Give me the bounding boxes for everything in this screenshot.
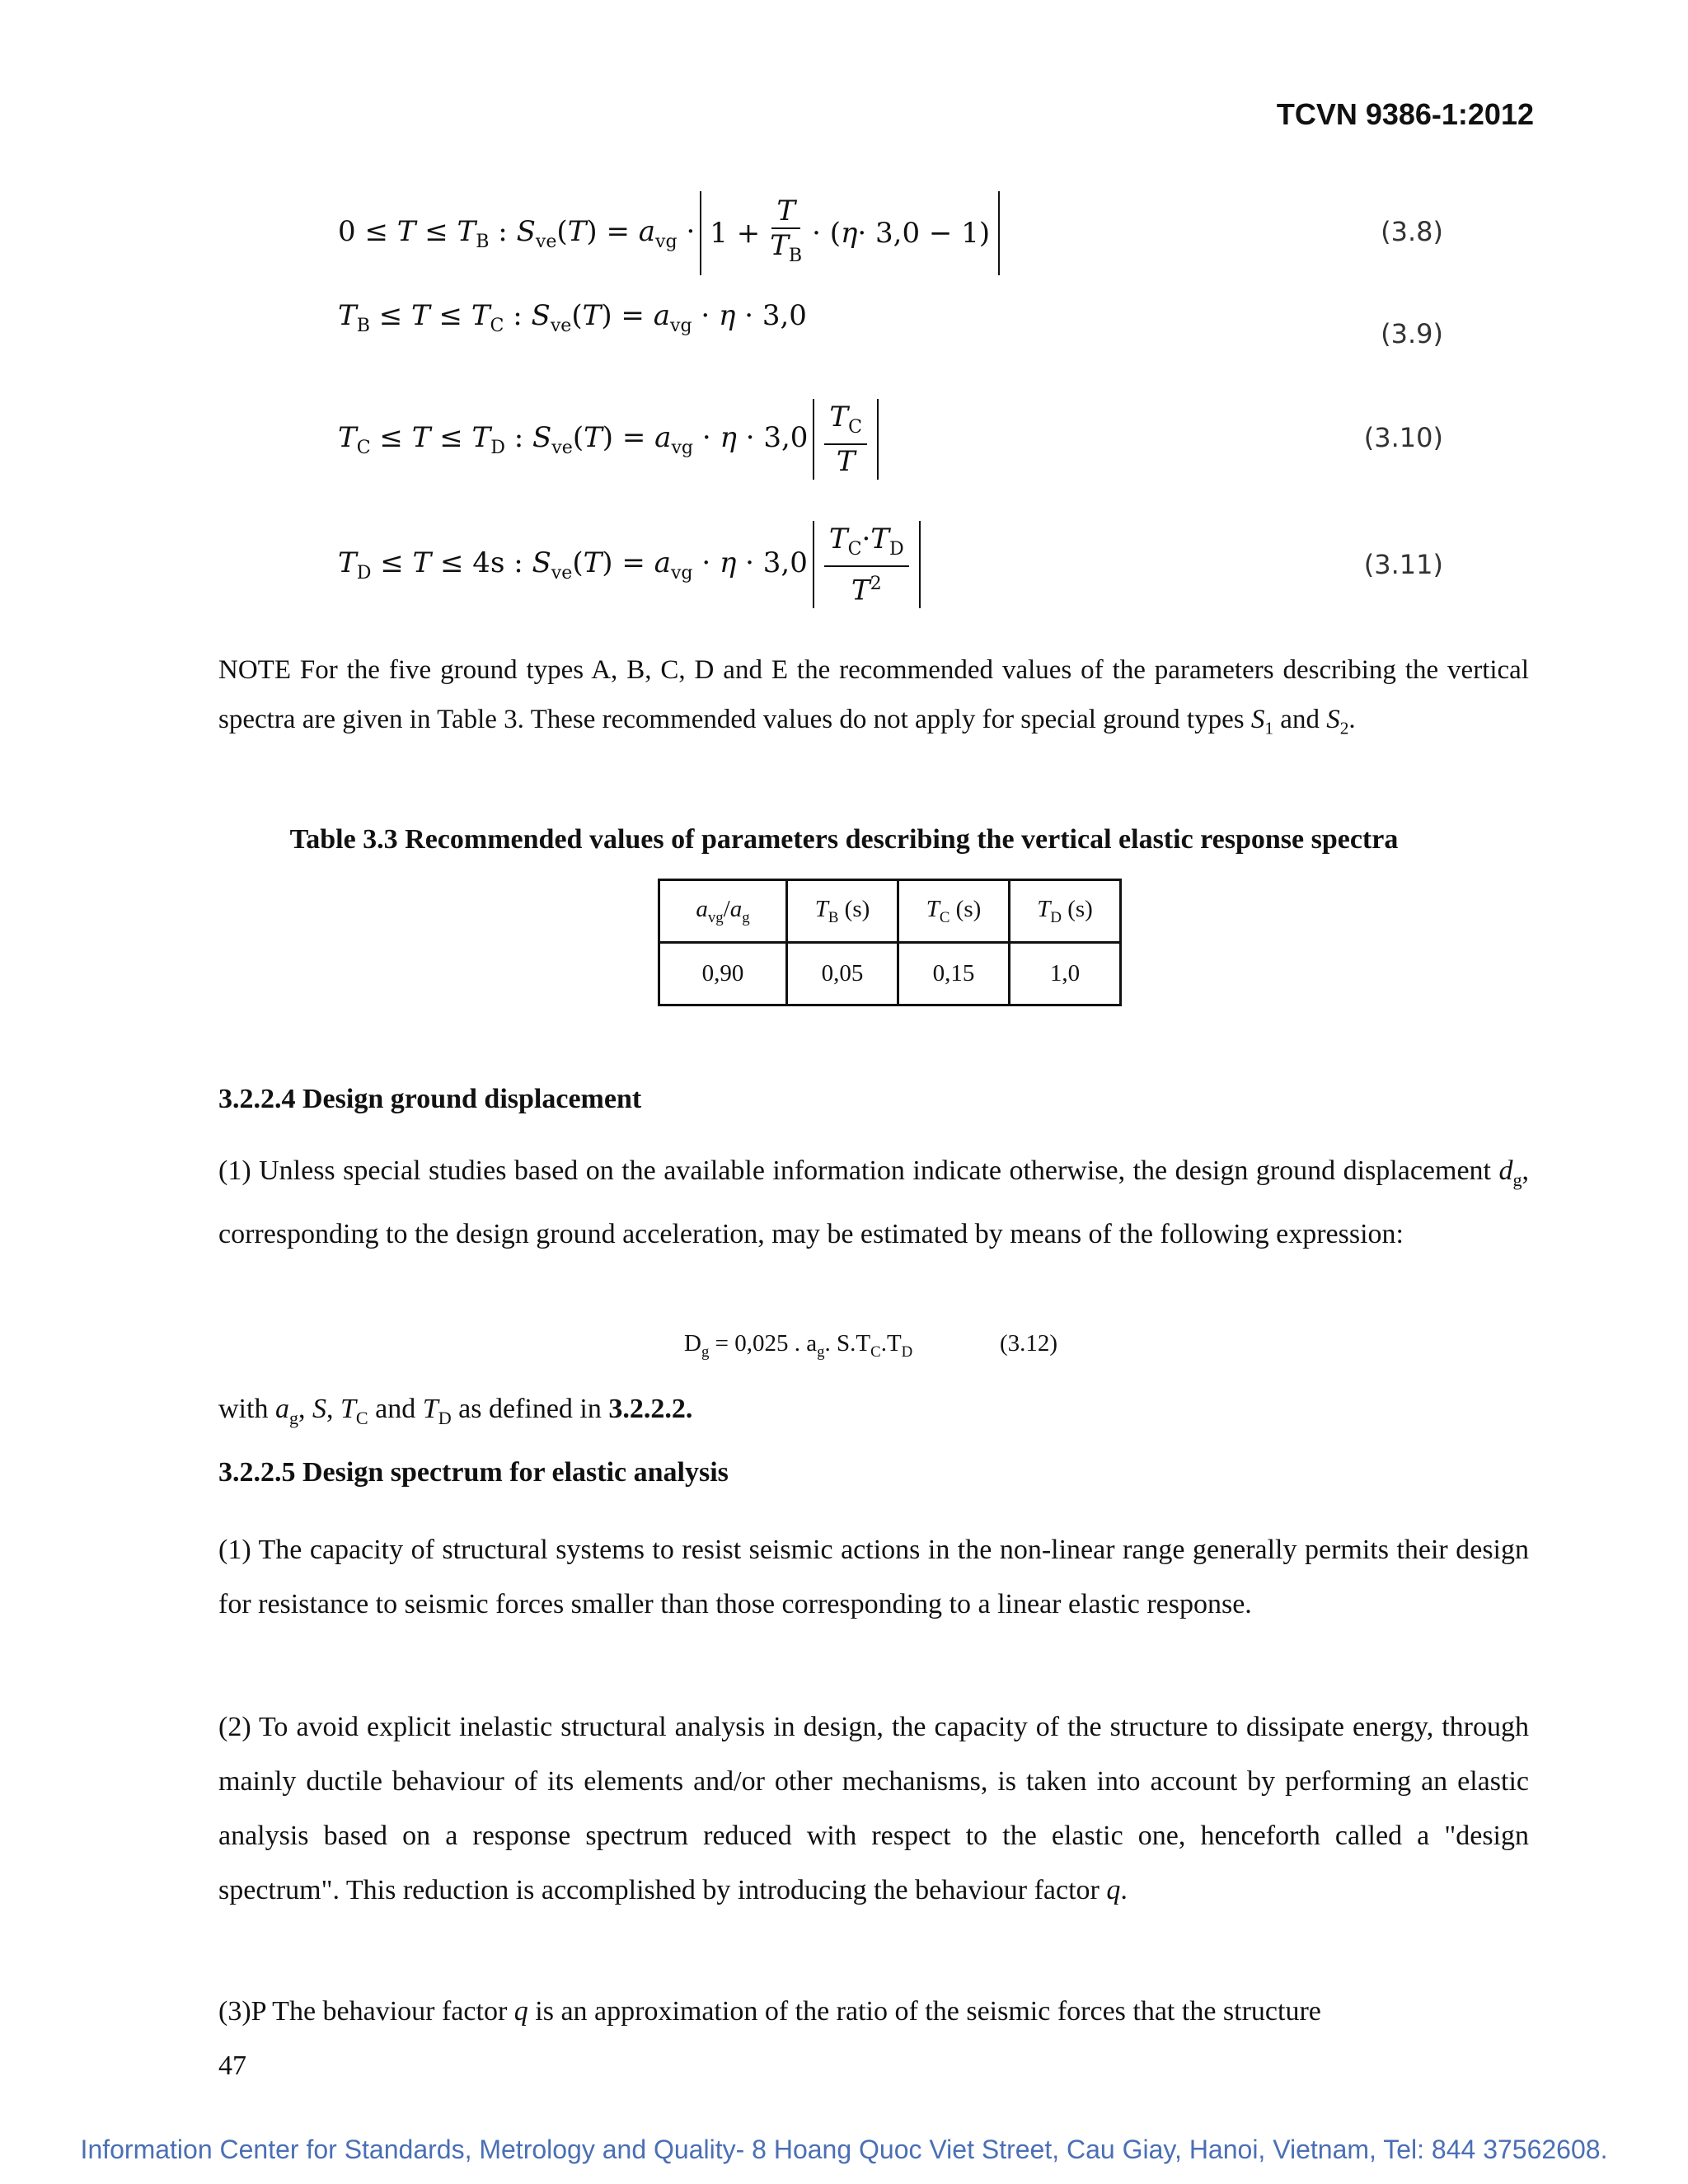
standard-code: TCVN 9386-1:2012 xyxy=(1276,97,1534,131)
paragraph-3225-3: (3)P The behaviour factor q is an approximation of the ratio of the seismic forces that the structure xyxy=(218,1996,1321,2027)
table-header-cell: $T_B$ (s) xyxy=(787,880,898,943)
equation-3-10: $T_C \le T \le T_D$ : $S_{ve}(T) = a_{vg} \cdot \eta \cdot 3,0$ $\frac{T_C}{T}$ xyxy=(338,394,879,485)
equation-number: (3.11) xyxy=(1363,549,1443,580)
table-cell: 0,15 xyxy=(898,943,1010,1005)
table-header-cell: $T_D$ (s) xyxy=(1010,880,1121,943)
section-heading-3225: 3.2.2.5 Design spectrum for elastic analysis xyxy=(218,1457,729,1488)
table-cell: 0,90 xyxy=(659,943,787,1005)
equation-number: (3.10) xyxy=(1363,422,1443,453)
table-header-cell: $T_C$ (s) xyxy=(898,880,1010,943)
paragraph-3225-2: (2) To avoid explicit inelastic structural analysis in design, the capacity of the structure to dissipate energy, through mainly ductile behaviour of its elements and/or other mechanisms, is taken into account by performing an elastic analysis based on a response spectrum reduced with respect to the elastic one, henceforth called a "design spectrum". This reduction is accomplished by introducing the behaviour factor q. xyxy=(218,1712,1529,1905)
paragraph-3224-1: (1) Unless special studies based on the available information indicate otherwise, the design ground displacement $d_g$, corresponding to the design ground acceleration, may be estimated by means of the following expression: xyxy=(218,1155,1529,1249)
page-number: 47 xyxy=(218,2050,246,2081)
table-cell: 1,0 xyxy=(1010,943,1121,1005)
equation-number: (3.8) xyxy=(1381,216,1443,247)
table-row xyxy=(659,943,1121,1005)
paragraph-3225-1: (1) The capacity of structural systems to resist seismic actions in the non-linear range generally permits their design for resistance to seismic forces smaller than those corresponding to a linear elastic response. xyxy=(218,1535,1529,1619)
table-header-cell: $a_{vg}/a_g$ xyxy=(659,880,787,943)
table-cell: 0,05 xyxy=(787,943,898,1005)
parameters-table xyxy=(658,879,1122,1006)
note-paragraph: NOTE For the five ground types A, B, C, D and E the recommended values of the parameters describing the vertical spectra are given in Table 3. These recommended values do not apply for special ground types $S_1$ and $S_2$. xyxy=(218,655,1529,738)
table-caption: Table 3.3 Recommended values of parameters describing the vertical elastic response spectra xyxy=(289,824,1399,855)
equation-3-9: $T_B \le T \le T_C$ : $S_{ve}(T) = a_{vg} \cdot \eta \cdot 3,0$ xyxy=(338,298,807,336)
section-heading-3224: 3.2.2.4 Design ground displacement xyxy=(218,1084,642,1114)
formula-3-12: $D_g = 0,025$ . $a_g$. $S.T_C.T_D$ xyxy=(684,1330,913,1361)
formula-number: (3.12) xyxy=(1000,1330,1058,1357)
footer-info: Information Center for Standards, Metrology and Quality- 8 Hoang Quoc Viet Street, Cau Giay, Hanoi, Vietnam, Tel: 844 37562608. xyxy=(80,2135,1608,2164)
equation-number: (3.9) xyxy=(1381,318,1443,349)
paragraph-with: with $a_g$, S, $T_C$ and $T_D$ as defined in 3.2.2.2. xyxy=(218,1394,693,1428)
table-row xyxy=(659,880,1121,943)
equation-3-8: $0 \le T \le T_B$ : $S_{ve}(T) = a_{vg}$ · 1 + $\frac{T}{T_B}$ · ( η · 3,0 − 1) xyxy=(338,188,1000,279)
equation-3-11: $T_D \le T \le 4s$ : $S_{ve}(T) = a_{vg} \cdot \eta \cdot 3,0$ $\frac{T_C\cdot T_D}{T^2}$ xyxy=(338,519,921,610)
